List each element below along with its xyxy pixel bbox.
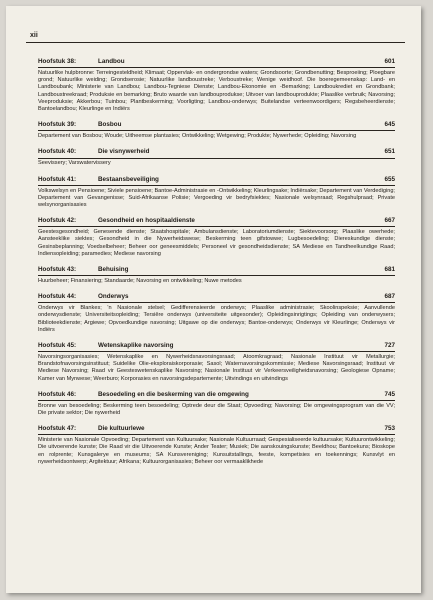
page-number: xii [30, 32, 38, 39]
header-rule [38, 67, 395, 68]
chapter-header [38, 146, 395, 158]
chapter-entries: Seevissery; Varswatervissery [38, 160, 111, 167]
header-rule [38, 351, 395, 352]
chapter-title: Bestaansbeveiliging [98, 175, 159, 183]
chapter-header [38, 56, 395, 68]
header-rule [38, 302, 395, 303]
header-rule [38, 158, 395, 159]
chapter-number: Hoofstuk 40: [38, 148, 77, 156]
chapter-header [38, 215, 395, 227]
chapter-page: 601 [384, 58, 395, 65]
header-rule [38, 434, 395, 435]
chapter-entries: Volkswelsyn en Pensioene; Siviele pensioene; Bantoe-Administrasie en -Ontwikkeling; Kleurlingsake; Indiërsake; Departement van Verdediging; Departement van Gevangenisse; Suid-Afrikaanse Polisie; Vergoeding vir bedryfsiektes; Nasionale welsynraad; Regshulpraad; Private welsynorganisasies [38, 187, 395, 209]
chapter-entry [38, 389, 395, 417]
chapter-page: 727 [384, 342, 395, 350]
header-rule [38, 226, 395, 227]
header-rule [38, 275, 395, 276]
chapter-header [38, 264, 395, 276]
chapter-number: Hoofstuk 45: [38, 342, 77, 350]
chapter-title: Landbou [98, 58, 125, 65]
chapter-title: Wetenskaplike navorsing [98, 342, 174, 350]
chapter-entry [38, 215, 395, 258]
chapter-entry [38, 423, 395, 466]
chapter-entry [38, 174, 395, 210]
chapter-number: Hoofstuk 39: [38, 121, 77, 129]
header-rule [38, 130, 395, 131]
chapter-number: Hoofstuk 47: [38, 425, 77, 433]
chapter-entries: Departement van Bosbou; Woude; Uitheemse plantasies; Ontwikkeling; Wetgewing; Produkte; Nywerhede; Opleiding; Navorsing [38, 133, 357, 140]
chapter-page: 681 [384, 266, 395, 274]
chapter-entries: Bronne van besoedeling; Beskerming teen besoedeling; Optrede deur die Staat; Opvoeding; Navorsing; Die omgewingsprogram van die VV; Die private sektor; Die nywerheid [38, 402, 395, 417]
chapter-number: Hoofstuk 42: [38, 217, 77, 225]
chapter-header [38, 423, 395, 435]
chapter-page: 753 [384, 425, 395, 433]
chapter-title: Behuising [98, 266, 129, 274]
chapter-title: Gesondheid en hospitaaldienste [98, 217, 195, 225]
chapter-entries: Huurbeheer; Finansiering; Standaarde; Navorsing en ontwikkeling; Nuwe metodes [38, 278, 242, 285]
chapter-title: Bosbou [98, 121, 122, 129]
chapter-entries: Ministerie van Nasionale Opvoeding; Departement van Kultuursake; Nasionale Kultuurraad; Gespesialiseerde kultuursake; Kultuurontwikkeling; Die uitvoerende kunste; Die Raad vir die Uitvoerende Kunste; Ander Teater; Musiek; Die aanskouingskunste; Beeldhou; Bantoekuns; Bioskope en rolprente; Kunsgalerye en museums; SA Kunsvereniging; Kunsuitstallings, feeste, kompetisies en toekennings; Kunsvlyt en nywerheidsontwerp; Argitektuur; Afrikana; Kultuurorganisasies; Beheer oor vermaaklikhede [38, 437, 395, 465]
document-page [6, 6, 421, 593]
chapter-page: 651 [384, 148, 395, 156]
chapter-entry [38, 119, 395, 140]
chapter-number: Hoofstuk 43: [38, 266, 77, 274]
chapter-header [38, 389, 395, 401]
chapter-entry [38, 146, 395, 167]
header-rule [38, 400, 395, 401]
chapter-entry [38, 264, 395, 285]
chapter-header [38, 340, 395, 352]
chapter-entries: Onderwys vir Blankes; 'n Nasionale stelsel; Gedifferensieerde onderwys; Plaaslike administrasie; Skoolinspeksie; Aanvullende onderwysdienste; Universiteitsopleiding; Tersiêre onderwys (universiteite uitgesonder); Opleidingsinrigtings; Opleiding van onderwysers; Biblioteekdienste; Argiewe; Opvoedkundige navorsing; Uitgawe op die onderwys; Bantoe-onderwys; Onderwys vir Kleurlinge; Onderwys vir Indiërs [38, 305, 395, 333]
chapter-page: 645 [384, 121, 395, 129]
chapter-title: Onderwys [98, 293, 129, 301]
chapter-entry [38, 56, 395, 113]
chapter-number: Hoofstuk 44: [38, 293, 77, 301]
chapter-header [38, 174, 395, 186]
chapter-number: Hoofstuk 38: [38, 58, 77, 65]
chapter-page: 667 [384, 217, 395, 225]
chapter-title: Besoedeling en die beskerming van die omgewing [98, 390, 249, 398]
chapter-header [38, 291, 395, 303]
chapter-page: 687 [384, 293, 395, 301]
chapter-title: Die visnywerheid [98, 148, 150, 156]
chapter-entry [38, 291, 395, 334]
chapter-header [38, 119, 395, 131]
chapter-title: Die kultuurlewe [98, 425, 145, 433]
chapter-number: Hoofstuk 46: [38, 390, 77, 398]
contents-list [38, 56, 395, 472]
chapter-number: Hoofstuk 41: [38, 175, 77, 183]
chapter-entry [38, 340, 395, 383]
chapter-entries: Natuurlike hulpbronne: Terreingesteldheid; Klimaat; Oppervlak- en ondergrondse waters; Grondsoorte; Grondbenutting; Besproeiing; Ploegbare grond; Natuurlike weiding; Grondserosie; Natuurlike landboustreke; Verboustreke; Wenige weidhoof. Die boeregemeenskap: Land- en Landboubank; Ministerie van Landbou; Landbou-Tegniese Dienste; Landbou-Ekonomie en -Bemarking; Landboukrediet en Grondbank; Landboustreekraad; Produksie en bemarking; Bruto waarde van landbouprodukse; Uitvoer van landbouprodukte; Plaaslike verbruik; Navorsing; Veeproduksie; Akkerbou; Tuinbou; Plantbeskerming; Voorligting; Landbou-onderwys; Buitelandse verteenwoordigers; Regsbeheerdienste; Bantoelandbou; Kleurlinge en Indiërs [38, 70, 395, 113]
chapter-page: 745 [384, 390, 395, 398]
header-rule [38, 185, 395, 186]
chapter-entries: Navorsingsorganisasies; Wetenskaplike en Nywerheidsnavorsingsraad; Atoomkragraad; Nasionale Instituut vir Metallurgie; Brandstofnavorsingsinstituut; Suidelike Olie-eksploraiskorporasie; Sasol; Waternavorsingskommissie; Mediese Navorsingsraad; Instituut vir Mediese Navorsing; Raad vir Geesteswetenskaplike Navorsing; Nasionale Instituut vir Verkeersveiligheidsnavorsing; Geologiese Opname; Kamer van Mynwese; Weerburo; Korporasies en navorsingsdepartemente; Uitvindings en uitvindings [38, 354, 395, 382]
chapter-entries: Geestesgesondheid; Genesende dienste; Staatshospitale; Ambulansdienste; Laboratoriumdienste; Siektevoorsorg; Plaaslike owerhede; Aansteeklike siektes; Gesondheid in die Nywerheidswese; Beskerming teen gifstowwe; Lugbesoedeling; Diereskundige dienste; Gesinsbeplanning; Voedselbeheer; Beheer oor geneesmiddels; Personeel vir gesondheidsdienste; SA Mediese en Tandheelkundige Raad; Indiensopleiding; paramedies; Mediese navorsing [38, 229, 395, 257]
top-divider [26, 42, 405, 43]
chapter-page: 655 [384, 175, 395, 183]
